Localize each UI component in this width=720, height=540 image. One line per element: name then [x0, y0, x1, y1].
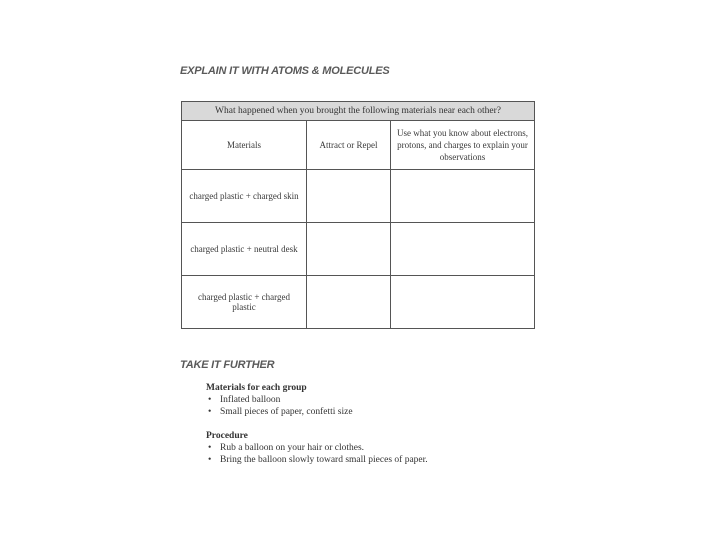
table-header-row: [182, 121, 535, 170]
bullet-icon: •: [208, 443, 212, 453]
table-row: [182, 170, 535, 223]
explanation-cell[interactable]: [391, 170, 535, 223]
bullet-icon: •: [208, 455, 212, 465]
header-materials: Materials: [182, 121, 307, 170]
list-item-text: Inflated balloon: [220, 395, 281, 405]
list-item: [208, 442, 428, 454]
bullet-icon: •: [208, 407, 212, 417]
table-title: What happened when you brought the following materials near each other?: [182, 102, 535, 121]
further-content: [206, 382, 428, 478]
header-attract-or-repel: Attract or Repel: [307, 121, 391, 170]
table-row: [182, 223, 535, 276]
bullet-icon: •: [208, 395, 212, 405]
materials-cell: charged plastic + charged plastic: [182, 276, 307, 329]
observations-table: [181, 101, 535, 329]
explain-heading: EXPLAIN IT WITH ATOMS & MOLECULES: [180, 65, 390, 77]
attract-or-repel-cell[interactable]: [307, 223, 391, 276]
procedure-title: Procedure: [206, 431, 248, 441]
list-item: [208, 394, 428, 406]
explanation-cell[interactable]: [391, 276, 535, 329]
table-row: [182, 276, 535, 329]
list-item-text: Bring the balloon slowly toward small pieces of paper.: [220, 455, 428, 465]
table-title-row: [182, 102, 535, 121]
attract-or-repel-cell[interactable]: [307, 276, 391, 329]
list-item: [208, 454, 428, 466]
materials-cell: charged plastic + charged skin: [182, 170, 307, 223]
explanation-cell[interactable]: [391, 223, 535, 276]
list-item: [208, 406, 428, 418]
attract-or-repel-cell[interactable]: [307, 170, 391, 223]
header-explanation: Use what you know about electrons, protons, and charges to explain your observations: [391, 121, 535, 170]
materials-title: Materials for each group: [206, 383, 307, 393]
procedure-list: [206, 442, 428, 466]
further-heading: TAKE IT FURTHER: [180, 359, 275, 371]
materials-cell: charged plastic + neutral desk: [182, 223, 307, 276]
list-item-text: Rub a balloon on your hair or clothes.: [220, 443, 365, 453]
materials-list: [206, 394, 428, 418]
list-item-text: Small pieces of paper, confetti size: [220, 407, 353, 417]
